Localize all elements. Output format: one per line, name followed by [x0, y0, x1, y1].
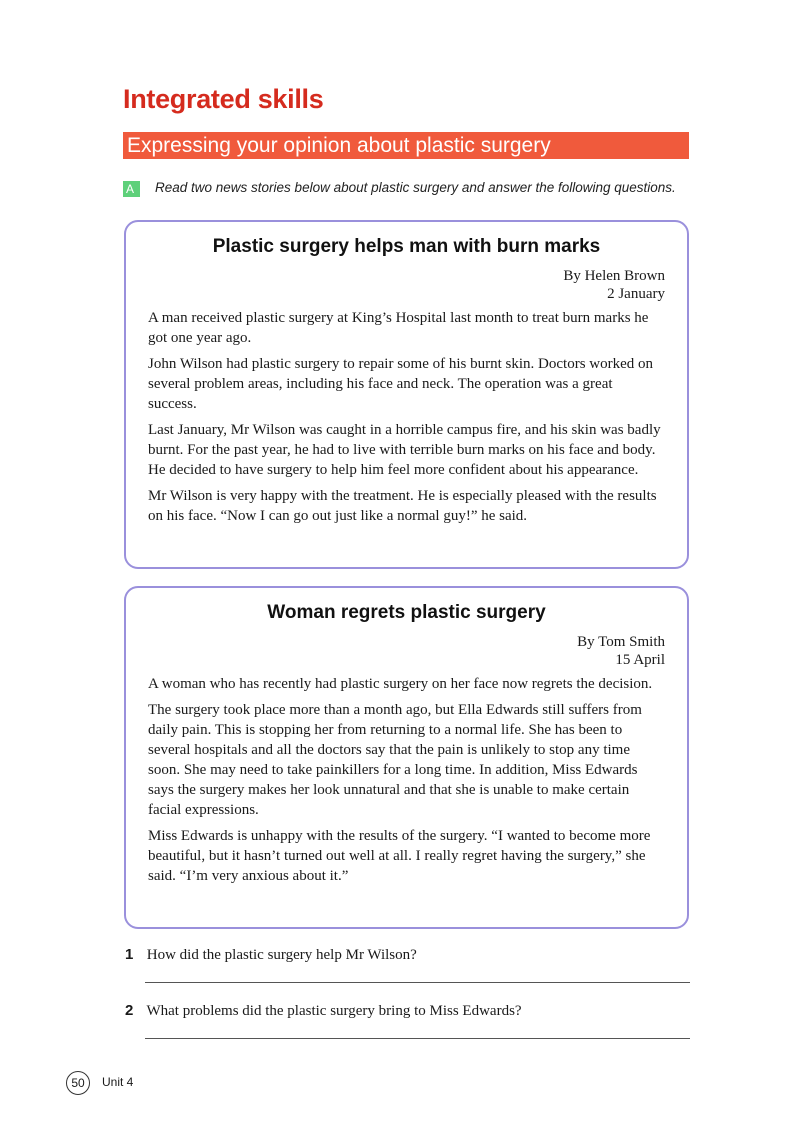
story-headline: Woman regrets plastic surgery [267, 602, 546, 623]
story-headline: Plastic surgery helps man with burn marks [212, 236, 601, 257]
story-paragraph: Last January, Mr Wilson was caught in a horrible campus fire, and his skin was badly burnt. For the past year, he had to live with terrible burn marks on his face and body. He decided to have surgery to help him feel more confident about his appearance. [148, 422, 661, 478]
story-paragraph: The surgery took place more than a month ago, but Ella Edwards still suffers from daily pain. This is stopping her from returning to a normal life. She has been to several hospitals and all the doctors say that the pain is unlikely to stop any time soon. She may need to take painkillers for a long time. In addition, Miss Edwards says the surgery makes her look unnatural and that she is unable to make certain facial expressions. [148, 702, 642, 818]
section-title: Integrated skills [123, 84, 324, 114]
question-number: 2 [125, 1002, 134, 1019]
news-story-box [124, 586, 689, 929]
question-text: How did the plastic surgery help Mr Wilson? [146, 947, 417, 963]
answer-line[interactable] [145, 982, 690, 983]
story-date: 15 April [615, 652, 665, 668]
question-item [125, 1002, 690, 1020]
question-text: What problems did the plastic surgery bring to Miss Edwards? [146, 1003, 522, 1019]
story-byline [148, 633, 665, 669]
exercise-badge: A [123, 181, 140, 197]
story-date: 2 January [607, 286, 665, 302]
story-paragraph: Mr Wilson is very happy with the treatment. He is especially pleased with the results on his face. “Now I can go out just like a normal guy!” he said. [148, 488, 657, 524]
story-author: By Helen Brown [563, 268, 665, 284]
story-paragraph: A man received plastic surgery at King’s Hospital last month to treat burn marks he got one year ago. [148, 310, 649, 346]
page-number: 50 [66, 1071, 90, 1095]
story-author: By Tom Smith [577, 634, 665, 650]
unit-label: Unit 4 [102, 1075, 134, 1089]
story-byline [148, 267, 665, 303]
story-paragraph: A woman who has recently had plastic surgery on her face now regrets the decision. [148, 676, 653, 692]
story-paragraph: John Wilson had plastic surgery to repair some of his burnt skin. Doctors worked on several problem areas, including his face and neck. The operation was a great success. [148, 356, 654, 412]
exercise-instruction: Read two news stories below about plastic surgery and answer the following questions. [155, 180, 676, 195]
story-paragraph: Miss Edwards is unhappy with the results of the surgery. “I wanted to become more beautiful, but it hasn’t turned out well at all. I really regret having the surgery,” she said. “I’m very anxious about it.” [148, 828, 651, 884]
news-story-box [124, 220, 689, 569]
question-item [125, 946, 690, 964]
answer-line[interactable] [145, 1038, 690, 1039]
section-banner: Expressing your opinion about plastic surgery [123, 132, 689, 159]
question-number: 1 [125, 946, 134, 963]
